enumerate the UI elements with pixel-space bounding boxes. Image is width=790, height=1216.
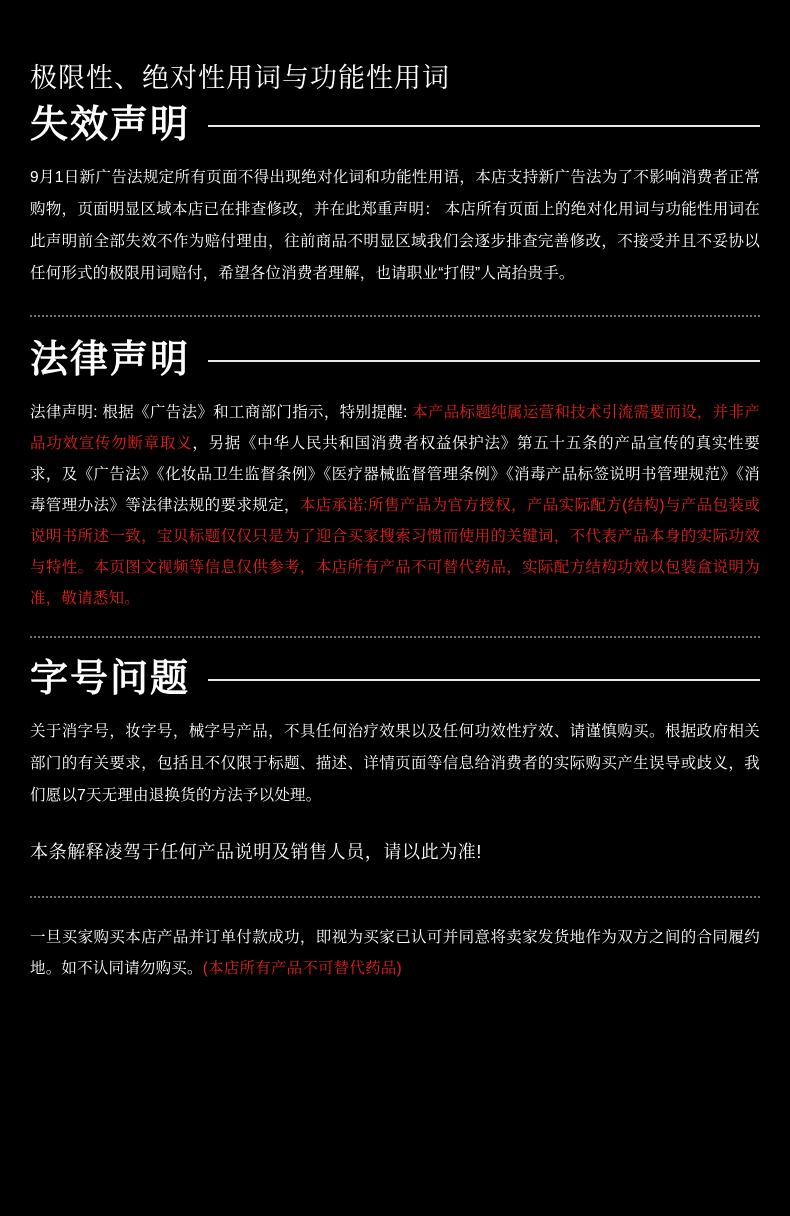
section1-title-row [30, 106, 760, 146]
dotted-divider-3 [30, 896, 760, 898]
footer-paragraph [30, 922, 760, 986]
title-divider-line [208, 125, 760, 127]
footer-note-highlight: (本店所有产品不可替代药品) [202, 960, 402, 978]
section1-paragraph: 9月1日新广告法规定所有页面不得出现绝对化词和功能性用语，本店支持新广告法为了不影响消费者正常购物，页面明显区域本店已在排查修改，并在此郑重声明： 本店所有页面上的绝对化用词与功能性用词在此声明前全部失效不作为赔付理由，往前商品不明显区域我们会逐步排查完善修改，不接受并且不妥协以任何形式的极限用词赔付，希望各位消费者理解，也请职业“打假”人高抬贵手。 [30, 169, 760, 282]
section3-paragraph: 关于消字号，妆字号，械字号产品，不具任何治疗效果以及任何功效性疗效、请谨慎购买。根据政府相关部门的有关要求，包括且不仅限于标题、描述、详情页面等信息给消费者的实际购买产生误导或歧义，我们愿以7天无理由退换货的方法予以处理。 [30, 723, 760, 804]
section2-run-2-highlight: 本产品标题纯属运营和技术引流需要而设，并非产品功效宣传勿断章取义 [30, 404, 760, 453]
section-legal-statement [30, 341, 760, 614]
section2-title-row [30, 341, 760, 381]
dotted-divider-1 [30, 315, 760, 317]
footer-text-main: 一旦买家购买本店产品并订单付款成功，即视为买家已认可并同意将卖家发货地作为双方之间的合同履约地。如不认同请勿购买。 [30, 928, 760, 978]
footer-agreement [30, 922, 760, 986]
section3-emphasis: 本条解释凌驾于任何产品说明及销售人员，请以此为准! [30, 842, 482, 863]
section-product-number-issue [30, 660, 760, 869]
section1-title: 失效声明 [30, 104, 191, 147]
section2-paragraph [30, 397, 760, 614]
title-divider-line [208, 360, 760, 362]
section2-run-3: ，另据《中华人民共和国消费者权益保护法》第五十五条的产品宣传的真实性要求，及《广告法》《化妆品卫生监督条例》《医疗器械监督管理条例》《消毒产品标签说明书管理规范》《消毒管理办法》等法律法规的要求规定， [30, 435, 760, 515]
title-divider-line [208, 679, 760, 681]
dotted-divider-2 [30, 636, 760, 638]
section-invalidation-statement [30, 62, 760, 289]
section2-title: 法律声明 [30, 339, 191, 382]
section3-title: 字号问题 [30, 658, 191, 701]
section2-run-4-highlight: 本店承诺:所售产品为官方授权，产品实际配方(结构)与产品包装或说明书所述一致，宝贝标题仅仅只是为了迎合买家搜索习惯而使用的关键词，不代表产品本身的实际功效与特性。本页图文视频等信息仅供参考，本店所有产品不可替代药品，实际配方结构功效以包装盒说明为准，敬请悉知。 [30, 497, 760, 608]
section2-run-1: 法律声明: 根据《广告法》和工商部门指示，特别提醒: [30, 404, 413, 422]
section3-title-row [30, 660, 760, 700]
section1-subheading: 极限性、绝对性用词与功能性用词 [30, 63, 450, 93]
